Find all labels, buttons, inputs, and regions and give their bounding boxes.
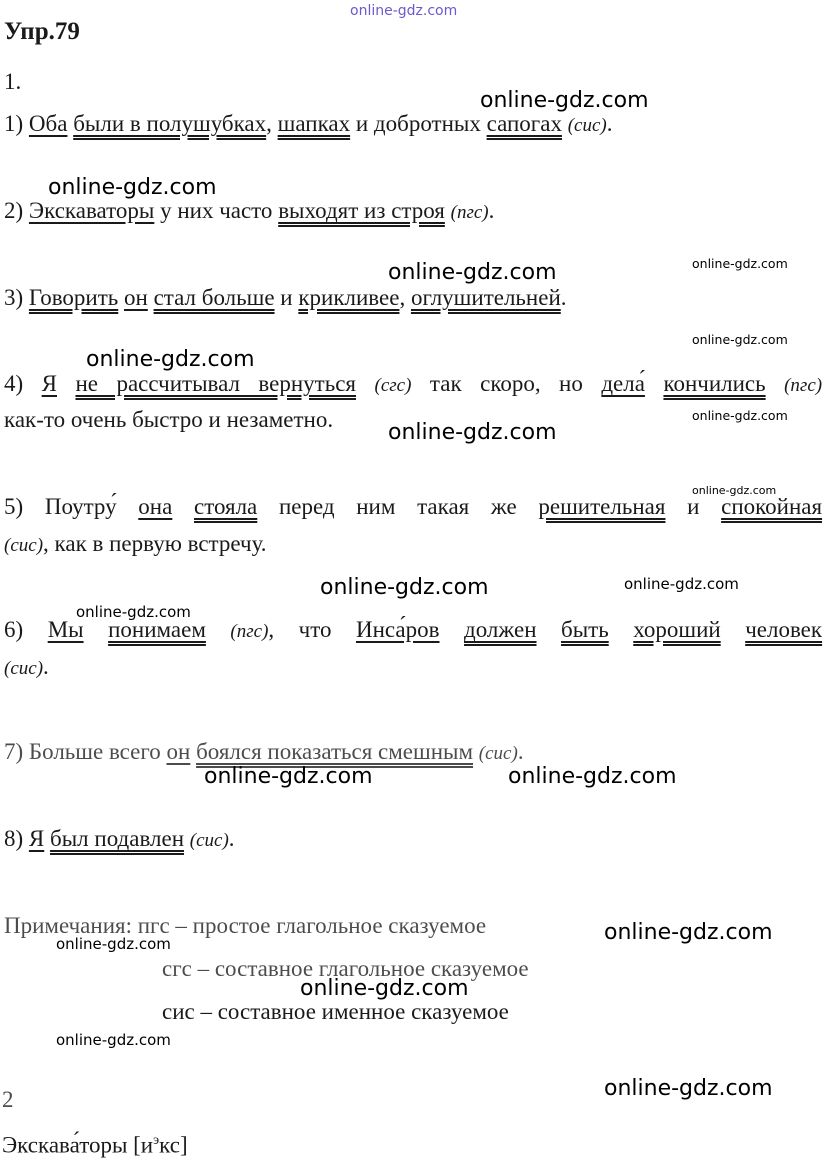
subject: Я bbox=[28, 826, 45, 851]
predicate-type: (сис) bbox=[478, 743, 518, 764]
punct: . bbox=[560, 285, 567, 310]
sentence-2 bbox=[4, 197, 494, 227]
sentence-5 bbox=[4, 493, 822, 521]
sentence-number: 7) bbox=[4, 739, 24, 764]
watermark: online-gdz.com bbox=[692, 332, 788, 347]
predicate-type: (сис) bbox=[4, 658, 44, 679]
transcription-sup: э bbox=[153, 1133, 160, 1148]
punct: . bbox=[517, 739, 524, 764]
subject: она bbox=[138, 494, 173, 519]
predicate: боялся показаться смешным bbox=[196, 739, 474, 764]
transcription-word: Экскава́торы [и bbox=[2, 1132, 154, 1158]
watermark: online-gdz.com bbox=[86, 347, 255, 372]
sentence-number: 2) bbox=[4, 198, 24, 223]
watermark: online-gdz.com bbox=[604, 920, 773, 945]
word: и добротных bbox=[355, 111, 481, 136]
sentence-number: 4) bbox=[4, 371, 24, 396]
punct: . bbox=[228, 826, 235, 851]
watermark: online-gdz.com bbox=[56, 1031, 171, 1049]
predicate: должен bbox=[464, 617, 537, 642]
watermark: online-gdz.com bbox=[692, 408, 788, 423]
subject: Инса́ров bbox=[356, 617, 440, 642]
predicate: хороший bbox=[633, 617, 721, 642]
watermark: online-gdz.com bbox=[320, 575, 489, 600]
subject: Я bbox=[41, 371, 57, 396]
sentence-5-line-2 bbox=[4, 530, 267, 560]
subject: Оба bbox=[28, 111, 68, 136]
watermark: online-gdz.com bbox=[480, 88, 649, 113]
predicate: был подавлен bbox=[50, 826, 185, 851]
predicate-type: (сис) bbox=[189, 830, 229, 851]
predicate: спокойная bbox=[721, 494, 823, 519]
sentence-number: 5) bbox=[4, 494, 24, 519]
predicate-type: (пгс) bbox=[230, 621, 269, 642]
watermark-top: online-gdz.com bbox=[350, 3, 458, 19]
predicate: выходят из строя bbox=[278, 198, 445, 223]
watermark: online-gdz.com bbox=[388, 260, 557, 285]
word: ним bbox=[356, 494, 396, 519]
sentence-6-line-2 bbox=[4, 653, 49, 683]
punct: . bbox=[43, 654, 49, 679]
note-sgs: сгс – составное глагольное сказуемое bbox=[162, 956, 529, 981]
section-number-2: 2 bbox=[2, 1087, 14, 1112]
predicate-type: (пгс) bbox=[784, 375, 823, 396]
transcription-line bbox=[2, 1127, 188, 1160]
sentence-8 bbox=[4, 825, 235, 855]
predicate: оглушительней bbox=[410, 285, 561, 310]
sentence-1 bbox=[4, 110, 612, 140]
predicate: Говорить bbox=[28, 285, 119, 310]
predicate: решительная bbox=[538, 494, 666, 519]
word: , что bbox=[268, 617, 332, 642]
watermark: online-gdz.com bbox=[76, 603, 191, 621]
note-sis: сис – составное именное сказуемое bbox=[162, 999, 509, 1024]
sentence-4-line-2: как-то очень быстро и незаметно. bbox=[4, 407, 334, 432]
word: , как в первую встречу. bbox=[43, 531, 267, 556]
sentence-number: 1) bbox=[4, 111, 24, 136]
word: Поутру́ bbox=[44, 494, 117, 519]
watermark: online-gdz.com bbox=[692, 484, 777, 497]
punct: , bbox=[266, 111, 272, 136]
watermark: online-gdz.com bbox=[508, 764, 677, 789]
word: у них часто bbox=[160, 198, 273, 223]
watermark: online-gdz.com bbox=[604, 1076, 773, 1101]
note-pgs: пгс – простое глагольное сказуемое bbox=[137, 913, 487, 938]
predicate: не рассчитывал вернуться bbox=[75, 371, 357, 396]
predicate: сапогах bbox=[486, 111, 562, 136]
word: Больше всего bbox=[28, 739, 161, 764]
watermark: online-gdz.com bbox=[692, 256, 788, 271]
transcription-end: кс] bbox=[159, 1132, 188, 1158]
predicate: человек bbox=[745, 617, 823, 642]
section-number-1: 1. bbox=[4, 69, 22, 94]
word: же bbox=[490, 494, 517, 519]
subject: дела́ bbox=[601, 371, 645, 396]
subject: Экскаваторы bbox=[28, 198, 155, 223]
subject: Мы bbox=[47, 617, 84, 642]
predicate-type: (сис) bbox=[567, 115, 607, 136]
sentence-number: 8) bbox=[4, 826, 24, 851]
word: перед bbox=[278, 494, 335, 519]
exercise-title: Упр.79 bbox=[4, 18, 80, 45]
predicate: шапках bbox=[277, 111, 351, 136]
predicate: быть bbox=[561, 617, 609, 642]
sentence-3 bbox=[4, 284, 567, 312]
watermark: online-gdz.com bbox=[56, 935, 171, 953]
subject: он bbox=[166, 739, 191, 764]
predicate-type: (сгс) bbox=[374, 375, 412, 396]
predicate-type: (пгс) bbox=[450, 202, 489, 223]
subject: он bbox=[124, 285, 148, 310]
watermark: online-gdz.com bbox=[48, 175, 217, 200]
word: и bbox=[687, 494, 700, 519]
predicate: кончились bbox=[663, 371, 766, 396]
watermark: online-gdz.com bbox=[204, 764, 373, 789]
predicate: крикливее bbox=[298, 285, 400, 310]
predicate: понимаем bbox=[108, 617, 206, 642]
sentence-number: 6) bbox=[4, 617, 24, 642]
watermark: online-gdz.com bbox=[388, 420, 557, 445]
word: такая bbox=[417, 494, 470, 519]
punct: . bbox=[488, 198, 495, 223]
predicate-type: (сис) bbox=[4, 535, 44, 556]
predicate: стал больше bbox=[153, 285, 275, 310]
punct: . bbox=[606, 111, 613, 136]
watermark: online-gdz.com bbox=[624, 575, 739, 593]
sentence-number: 3) bbox=[4, 285, 24, 310]
predicate: были в полушубках bbox=[73, 111, 267, 136]
sentence-4 bbox=[4, 370, 822, 400]
watermark: online-gdz.com bbox=[300, 976, 469, 1001]
predicate: стояла bbox=[193, 494, 258, 519]
punct: , bbox=[399, 285, 406, 310]
notes-label: Примечания: bbox=[4, 913, 132, 938]
word: так скоро, но bbox=[429, 371, 583, 396]
word: и bbox=[280, 285, 293, 310]
